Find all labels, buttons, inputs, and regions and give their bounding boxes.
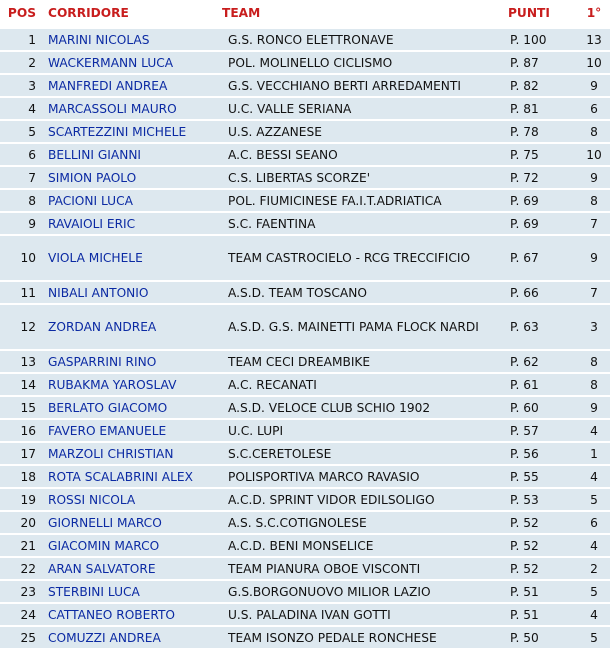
cell-rider[interactable]: MANFREDI ANDREA [40,75,222,96]
cell-pos: 16 [0,420,40,441]
cell-pos: 23 [0,581,40,602]
cell-team: A.C.D. SPRINT VIDOR EDILSOLIGO [222,489,508,510]
cell-team: U.S. PALADINA IVAN GOTTI [222,604,508,625]
table-row [0,52,610,73]
table-row [0,397,610,418]
cell-rider[interactable]: RAVAIOLI ERIC [40,213,222,234]
cell-points: P. 57 [508,420,578,441]
cell-first-places: 6 [578,98,610,119]
cell-pos: 22 [0,558,40,579]
cell-points: P. 52 [508,512,578,533]
cell-first-places: 10 [578,52,610,73]
cell-team: U.C. VALLE SERIANA [222,98,508,119]
cell-pos: 4 [0,98,40,119]
cell-team: A.S.D. VELOCE CLUB SCHIO 1902 [222,397,508,418]
cell-rider[interactable]: BERLATO GIACOMO [40,397,222,418]
cell-first-places: 9 [578,397,610,418]
cell-points: P. 51 [508,581,578,602]
cell-team: A.C.D. BENI MONSELICE [222,535,508,556]
cell-pos: 25 [0,627,40,648]
table-row [0,420,610,441]
cell-rider[interactable]: MARZOLI CHRISTIAN [40,443,222,464]
cell-first-places: 4 [578,535,610,556]
cell-points: P. 100 [508,29,578,50]
cell-rider[interactable]: GIACOMIN MARCO [40,535,222,556]
table-row [0,558,610,579]
cell-pos: 12 [0,305,40,349]
table-row [0,29,610,50]
table-row [0,236,610,280]
cell-points: P. 72 [508,167,578,188]
cell-first-places: 7 [578,213,610,234]
cell-rider[interactable]: ZORDAN ANDREA [40,305,222,349]
header-pos: POS [7,6,36,20]
cell-rider[interactable]: GASPARRINI RINO [40,351,222,372]
cell-team: G.S. VECCHIANO BERTI ARREDAMENTI [222,75,508,96]
cell-points: P. 55 [508,466,578,487]
header-first-places: 1° [586,6,602,20]
table-row [0,351,610,372]
cell-team: POLISPORTIVA MARCO RAVASIO [222,466,508,487]
cell-pos: 20 [0,512,40,533]
cell-rider[interactable]: RUBAKMA YAROSLAV [40,374,222,395]
cell-pos: 14 [0,374,40,395]
table-row [0,98,610,119]
cell-rider[interactable]: CATTANEO ROBERTO [40,604,222,625]
cell-team: U.C. LUPI [222,420,508,441]
cell-points: P. 52 [508,558,578,579]
cell-points: P. 50 [508,627,578,648]
cell-first-places: 8 [578,190,610,211]
cell-pos: 11 [0,282,40,303]
table-row [0,535,610,556]
cell-rider[interactable]: PACIONI LUCA [40,190,222,211]
cell-first-places: 2 [578,558,610,579]
cell-rider[interactable]: FAVERO EMANUELE [40,420,222,441]
table-row [0,144,610,165]
cell-points: P. 62 [508,351,578,372]
cell-pos: 8 [0,190,40,211]
table-row [0,121,610,142]
table-row [0,75,610,96]
cell-rider[interactable]: MARCASSOLI MAURO [40,98,222,119]
cell-first-places: 9 [578,75,610,96]
cell-first-places: 4 [578,604,610,625]
cell-pos: 21 [0,535,40,556]
table-row [0,374,610,395]
table-body [0,29,610,648]
cell-rider[interactable]: ROTA SCALABRINI ALEX [40,466,222,487]
cell-rider[interactable]: ARAN SALVATORE [40,558,222,579]
cell-rider[interactable]: COMUZZI ANDREA [40,627,222,648]
cell-pos: 5 [0,121,40,142]
cell-rider[interactable]: MARINI NICOLAS [40,29,222,50]
table-header [0,0,610,27]
cell-points: P. 75 [508,144,578,165]
cell-first-places: 5 [578,489,610,510]
header-team: TEAM [222,6,261,20]
cell-points: P. 52 [508,535,578,556]
cell-pos: 2 [0,52,40,73]
table-row [0,282,610,303]
cell-team: TEAM CECI DREAMBIKE [222,351,508,372]
table-row [0,466,610,487]
cell-points: P. 53 [508,489,578,510]
cell-first-places: 5 [578,627,610,648]
cell-points: P. 61 [508,374,578,395]
cell-pos: 17 [0,443,40,464]
cell-pos: 6 [0,144,40,165]
cell-pos: 3 [0,75,40,96]
cell-pos: 7 [0,167,40,188]
cell-first-places: 5 [578,581,610,602]
cell-first-places: 10 [578,144,610,165]
cell-team: C.S. LIBERTAS SCORZE' [222,167,508,188]
cell-points: P. 56 [508,443,578,464]
cell-team: A.C. RECANATI [222,374,508,395]
cell-team: A.S.D. TEAM TOSCANO [222,282,508,303]
cell-points: P. 69 [508,213,578,234]
cell-rider[interactable]: NIBALI ANTONIO [40,282,222,303]
cell-team: S.C. FAENTINA [222,213,508,234]
cell-first-places: 8 [578,374,610,395]
cell-team: A.S.D. G.S. MAINETTI PAMA FLOCK NARDI [222,305,508,349]
cell-team: TEAM ISONZO PEDALE RONCHESE [222,627,508,648]
cell-first-places: 7 [578,282,610,303]
table-row [0,489,610,510]
table-row [0,443,610,464]
table-row [0,604,610,625]
cell-team: U.S. AZZANESE [222,121,508,142]
cell-team: S.C.CERETOLESE [222,443,508,464]
cell-pos: 19 [0,489,40,510]
cell-rider[interactable]: WACKERMANN LUCA [40,52,222,73]
cell-pos: 13 [0,351,40,372]
cell-rider[interactable]: BELLINI GIANNI [40,144,222,165]
cell-team: G.S.BORGONUOVO MILIOR LAZIO [222,581,508,602]
cell-rider[interactable]: GIORNELLI MARCO [40,512,222,533]
cell-rider[interactable]: ROSSI NICOLA [40,489,222,510]
cell-points: P. 78 [508,121,578,142]
cell-first-places: 4 [578,466,610,487]
table-row [0,167,610,188]
cell-points: P. 60 [508,397,578,418]
cell-pos: 24 [0,604,40,625]
cell-first-places: 3 [578,305,610,349]
cell-team: A.C. BESSI SEANO [222,144,508,165]
cell-points: P. 63 [508,305,578,349]
cell-first-places: 13 [578,29,610,50]
cell-first-places: 8 [578,121,610,142]
cell-first-places: 8 [578,351,610,372]
cell-points: P. 66 [508,282,578,303]
cell-team: A.S. S.C.COTIGNOLESE [222,512,508,533]
cell-team: TEAM PIANURA OBOE VISCONTI [222,558,508,579]
cell-first-places: 1 [578,443,610,464]
table-row [0,627,610,648]
cell-points: P. 51 [508,604,578,625]
cell-team: POL. FIUMICINESE FA.I.T.ADRIATICA [222,190,508,211]
cell-rider[interactable]: STERBINI LUCA [40,581,222,602]
cell-points: P. 82 [508,75,578,96]
cell-first-places: 9 [578,236,610,280]
table-row [0,213,610,234]
cell-points: P. 81 [508,98,578,119]
cell-team: TEAM CASTROCIELO - RCG TRECCIFICIO [222,236,508,280]
cell-pos: 18 [0,466,40,487]
cell-points: P. 67 [508,236,578,280]
cell-first-places: 9 [578,167,610,188]
cell-team: POL. MOLINELLO CICLISMO [222,52,508,73]
cell-pos: 10 [0,236,40,280]
cell-first-places: 4 [578,420,610,441]
table-row [0,581,610,602]
cell-team: G.S. RONCO ELETTRONAVE [222,29,508,50]
cell-rider[interactable]: SCARTEZZINI MICHELE [40,121,222,142]
table-row [0,512,610,533]
header-row [0,0,610,27]
cell-pos: 15 [0,397,40,418]
cell-points: P. 69 [508,190,578,211]
header-points: PUNTI [508,6,550,20]
table-row [0,305,610,349]
cell-pos: 9 [0,213,40,234]
cell-pos: 1 [0,29,40,50]
cell-rider[interactable]: SIMION PAOLO [40,167,222,188]
table-row [0,190,610,211]
cell-rider[interactable]: VIOLA MICHELE [40,236,222,280]
cell-points: P. 87 [508,52,578,73]
header-rider: CORRIDORE [48,6,129,20]
cell-first-places: 6 [578,512,610,533]
